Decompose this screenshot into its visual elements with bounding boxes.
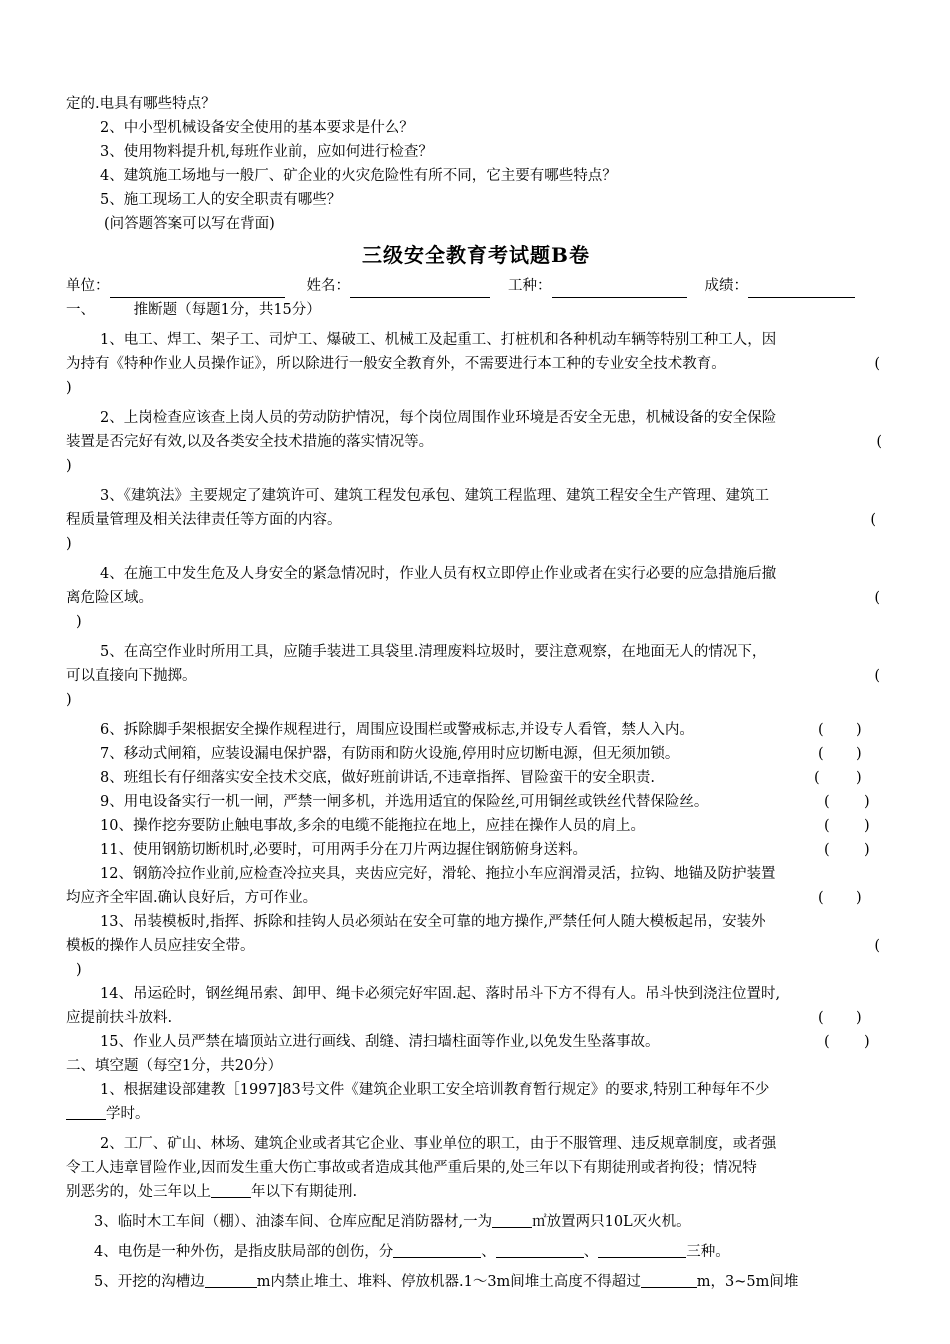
judgment-question-5-cont: 可以直接向下抛掷。 ( xyxy=(66,664,886,688)
unit-blank[interactable] xyxy=(110,281,285,298)
exam-page xyxy=(66,92,886,1294)
name-label: 姓名： xyxy=(306,278,350,294)
judgment-question-3-cont: 程质量管理及相关法律责任等方面的内容。 ( xyxy=(66,508,886,532)
answer-paren-close: ) xyxy=(864,1034,870,1050)
fill-question-4: 4、电伤是一种外伤，是指皮肤局部的创伤，分 、 、 三种。 xyxy=(66,1240,886,1264)
answer-paren-close: ) xyxy=(856,770,862,786)
fill-question-2: 2、工厂、矿山、林场、建筑企业或者其它企业、事业单位的职工，由于不服管理、违反规章制度，或者强 xyxy=(100,1136,777,1152)
answer-note: (问答题答案可以写在背面) xyxy=(104,216,275,232)
answer-paren[interactable]: ( xyxy=(818,1010,824,1026)
answer-paren[interactable]: ( xyxy=(818,890,824,906)
answer-paren-close: ) xyxy=(66,380,72,396)
score-blank[interactable] xyxy=(748,281,855,298)
answer-paren-close: ) xyxy=(864,794,870,810)
judgment-question-13: 13、吊装模板时,指挥、拆除和挂钩人员必须站在安全可靠的地方操作,严禁任何人随大模板起吊，安装外 xyxy=(100,914,766,930)
answer-paren[interactable]: ( xyxy=(824,818,830,834)
section-header-judgment xyxy=(66,298,886,322)
answer-paren-close: ) xyxy=(66,458,72,474)
fill-question-3: 3、临时木工车间（棚）、油漆车间、仓库应配足消防器材,一为 ㎡放置两只10L灭火机。 xyxy=(66,1210,886,1234)
judgment-question-5: 5、在高空作业时所用工具，应随手装进工具袋里.清理废料垃圾时，要注意观察，在地面无人的情况下， xyxy=(100,644,767,660)
answer-paren-close: ) xyxy=(856,1010,862,1026)
judgment-question-13-cont: 模板的操作人员应挂安全带。 ( xyxy=(66,934,886,958)
judgment-question-7: 7、移动式闸箱，应装设漏电保护器，有防雨和防火设施,停用时应切断电源，但无须加锁。 ( ) xyxy=(66,742,886,766)
judgment-question-3: 3、《建筑法》主要规定了建筑许可、建筑工程发包承包、建筑工程监理、建筑工程安全生产管理、建筑工 xyxy=(100,488,769,504)
answer-paren-close: ) xyxy=(856,890,862,906)
judgment-question-8: 8、班组长有仔细落实安全技术交底，做好班前讲话,不违章指挥、冒险蛮干的安全职责. ( ) xyxy=(66,766,886,790)
question-line: 定的.电具有哪些特点？ xyxy=(66,96,216,112)
answer-paren[interactable]: ( xyxy=(824,842,830,858)
answer-paren[interactable]: ( xyxy=(824,1034,830,1050)
answer-paren-close: ) xyxy=(856,722,862,738)
answer-paren[interactable]: ( xyxy=(818,746,824,762)
judgment-question-2-cont: 装置是否完好有效,以及各类安全技术措施的落实情况等。 ( xyxy=(66,430,886,454)
work-type-blank[interactable] xyxy=(552,281,687,298)
answer-paren[interactable]: ( xyxy=(874,590,880,606)
question-line: 5、施工现场工人的安全职责有哪些？ xyxy=(100,192,342,208)
answer-paren-close: ) xyxy=(66,536,72,552)
fill-blank[interactable] xyxy=(598,1241,686,1258)
judgment-question-4-cont: 离危险区域。 ( xyxy=(66,586,886,610)
fill-blank[interactable] xyxy=(66,1103,106,1120)
judgment-question-12: 12、钢筋冷拉作业前,应检查冷拉夹具，夹齿应完好，滑轮、拖拉小车应润滑灵活，拉钩、地锚及防护装置 xyxy=(100,866,776,882)
judgment-question-6: 6、拆除脚手架根据安全操作规程进行，周围应设围栏或警戒标志,并设专人看管，禁人入内。 ( ) xyxy=(66,718,886,742)
section-number: 一、 xyxy=(66,302,95,318)
answer-paren-close: ) xyxy=(864,818,870,834)
fill-blank[interactable] xyxy=(211,1181,251,1198)
answer-paren-close: ) xyxy=(856,746,862,762)
student-info-row xyxy=(66,274,886,298)
answer-paren[interactable]: ( xyxy=(874,938,880,954)
judgment-question-1-cont: 为持有《特种作业人员操作证》，所以除进行一般安全教育外，不需要进行本工种的专业安全技术教育。 ( xyxy=(66,352,886,376)
fill-blank[interactable] xyxy=(205,1271,257,1288)
answer-paren[interactable]: ( xyxy=(824,794,830,810)
fill-blank[interactable] xyxy=(492,1211,532,1228)
fill-question-1: 1、根据建设部建教［1997]83号文件《建筑企业职工安全培训教育暂行规定》的要求,特别工种每年不少 xyxy=(100,1082,770,1098)
unit-label: 单位： xyxy=(66,278,110,294)
work-type-label: 工种： xyxy=(508,278,552,294)
judgment-question-15: 15、作业人员严禁在墙顶站立进行画线、刮缝、清扫墙柱面等作业,以免发生坠落事故。 ( ) xyxy=(66,1030,886,1054)
answer-paren[interactable]: ( xyxy=(818,722,824,738)
answer-paren-close: ) xyxy=(76,614,82,630)
answer-paren-close: ) xyxy=(864,842,870,858)
fill-blank[interactable] xyxy=(641,1271,697,1288)
section-header-fill: 二、填空题（每空1分，共20分） xyxy=(66,1058,283,1074)
fill-question-5: 5、开挖的沟槽边 m内禁止堆土、堆料、停放机器.1～3m间堆土高度不得超过 m，3~5m间堆 xyxy=(66,1270,886,1294)
judgment-question-4: 4、在施工中发生危及人身安全的紧急情况时，作业人员有权立即停止作业或者在实行必要的应急措施后撤 xyxy=(100,566,777,582)
judgment-question-14-cont: 应提前扶斗放料. ( ) xyxy=(66,1006,886,1030)
score-label: 成绩： xyxy=(704,278,748,294)
answer-paren[interactable]: ( xyxy=(870,512,876,528)
judgment-question-11: 11、使用钢筋切断机时,必要时，可用两手分在刀片两边握住钢筋俯身送料。 ( ) xyxy=(66,838,886,862)
fill-blank[interactable] xyxy=(496,1241,584,1258)
question-line: 3、使用物料提升机,每班作业前，应如何进行检查？ xyxy=(100,144,433,160)
answer-paren[interactable]: ( xyxy=(874,356,880,372)
answer-paren-close: ) xyxy=(76,962,82,978)
exam-title: 三级安全教育考试题B卷 xyxy=(362,243,590,267)
judgment-question-12-cont: 均应齐全牢固.确认良好后，方可作业。 ( ) xyxy=(66,886,886,910)
judgment-question-2: 2、上岗检查应该查上岗人员的劳动防护情况，每个岗位周围作业环境是否安全无患，机械设备的安全保险 xyxy=(100,410,777,426)
fill-question-2-cont: 别恶劣的，处三年以上 年以下有期徒刑. xyxy=(66,1180,886,1204)
answer-paren[interactable]: ( xyxy=(876,434,882,450)
fill-blank[interactable] xyxy=(393,1241,481,1258)
answer-paren-close: ) xyxy=(66,692,72,708)
judgment-question-9: 9、用电设备实行一机一闸，严禁一闸多机，并选用适宜的保险丝,可用铜丝或铁丝代替保险丝。 ( ) xyxy=(66,790,886,814)
fill-question-2-cont: 令工人违章冒险作业,因而发生重大伤亡事故或者造成其他严重后果的,处三年以下有期徒刑或者拘役；情况特 xyxy=(66,1160,757,1176)
question-line: 4、建筑施工场地与一般厂、矿企业的火灾危险性有所不同，它主要有哪些特点？ xyxy=(100,168,617,184)
answer-paren[interactable]: ( xyxy=(814,770,820,786)
name-blank[interactable] xyxy=(350,281,490,298)
answer-paren[interactable]: ( xyxy=(874,668,880,684)
judgment-question-1: 1、电工、焊工、架子工、司炉工、爆破工、机械工及起重工、打桩机和各种机动车辆等特别工种工人，因 xyxy=(100,332,777,348)
section-title: 推断题（每题1分，共15分） xyxy=(133,302,321,318)
judgment-question-10: 10、操作挖夯要防止触电事故,多余的电缆不能拖拉在地上，应挂在操作人员的肩上。 ( ) xyxy=(66,814,886,838)
fill-question-1-cont: 学时。 xyxy=(66,1102,886,1126)
judgment-question-14: 14、吊运砼时，钢丝绳吊索、卸甲、绳卡必须完好牢固.起、落时吊斗下方不得有人。吊斗快到浇注位置时, xyxy=(100,986,781,1002)
question-line: 2、中小型机械设备安全使用的基本要求是什么？ xyxy=(100,120,414,136)
